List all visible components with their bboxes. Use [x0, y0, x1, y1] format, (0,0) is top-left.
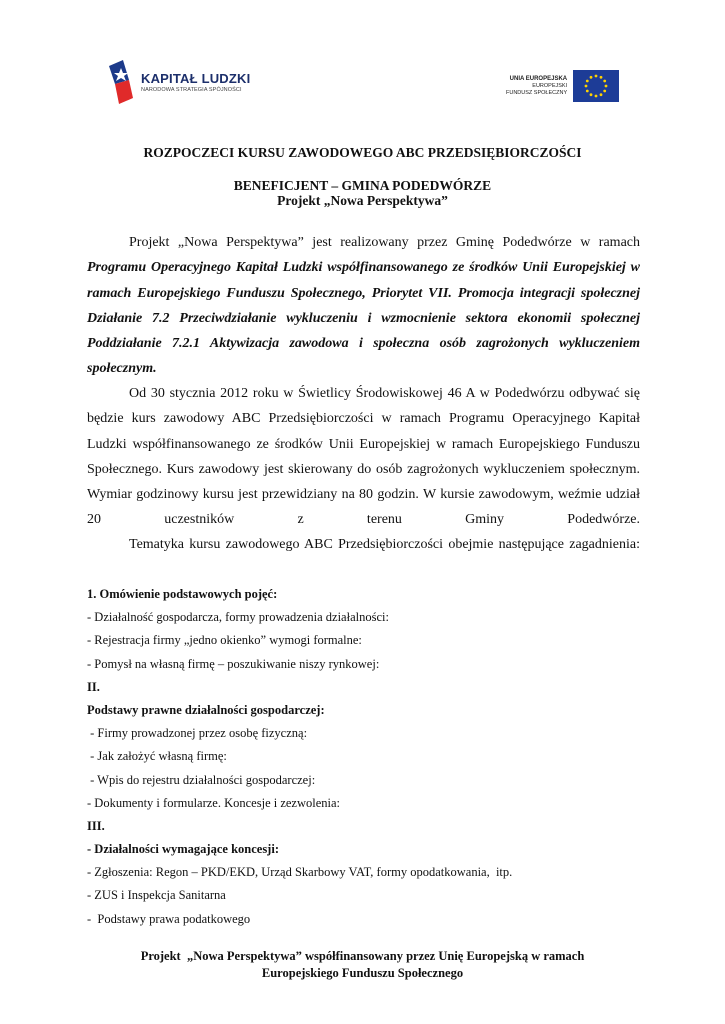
- eu-logo-line1: UNIA EUROPEJSKA: [509, 75, 568, 82]
- kapital-ludzki-subtitle: NARODOWA STRATEGIA SPÓJNOŚCI: [141, 87, 242, 93]
- list-item: - Działalność gospodarcza, formy prowadzenia działalności:: [87, 610, 389, 625]
- list-item: - Wpis do rejestru działalności gospodarczej:: [87, 772, 316, 787]
- list-item: - ZUS i Inspekcja Sanitarna: [87, 888, 226, 903]
- list-item: - Podstawy prawa podatkowego: [87, 911, 251, 926]
- footer-line1: Projekt „Nowa Perspektywa” współfinansowany przez Unię Europejską w ramach: [140, 949, 585, 963]
- kapital-ludzki-logo: [107, 58, 250, 106]
- section-numeral: III.: [87, 818, 105, 833]
- list-item: - Firmy prowadzonej przez osobę fizyczną:: [87, 726, 308, 741]
- programme-text: Programu Operacyjnego Kapitał Ludzki współfinansowanego ze środków Unii Europejskiej w ramach Europejskiego Funduszu Społecznego, Priorytet VII. Promocja integracji społecznej Działanie 7.2 Przeciwdziałanie wykluczeniu i wzmocnienie sektora ekonomii społecznej Poddziałanie 7.2.1 Aktywizacja zawodowa i społeczna osób zagrożonych wykluczeniem społecznym.: [87, 260, 640, 377]
- kapital-ludzki-title: KAPITAŁ LUDZKI: [141, 71, 251, 86]
- eu-flag-icon: [573, 70, 619, 102]
- project-name-heading: Projekt „Nowa Perspektywa”: [277, 193, 448, 208]
- document-title: ROZPOCZECI KURSU ZAWODOWEGO ABC PRZEDSIĘBIORCZOŚCI: [143, 145, 582, 160]
- course-paragraph: Od 30 stycznia 2012 roku w Świetlicy Środowiskowej 46 A w Podedwórzu odbywać się będzie kurs zawodowy ABC Przedsiębiorczości w ramach Programu Operacyjnego Kapitał Ludzki współfinansowanego ze środków Unii Europejskiej w ramach Europejskiego Funduszu Społecznego. Kurs zawodowy jest skierowany do osób zagrożonych wykluczeniem społecznym. Wymiar godzinowy kursu jest przewidziany na 80 godzin. W kursie zawodowym, weźmie udział 20 uczestników z terenu Gminy Podedwórze.: [87, 386, 640, 528]
- section-heading: Podstawy prawne działalności gospodarczej:: [87, 702, 325, 717]
- topics-intro-paragraph: Tematyka kursu zawodowego ABC Przedsiębiorczości obejmie następujące zagadnienia:: [129, 537, 640, 552]
- list-item: - Jak założyć własną firmę:: [87, 749, 227, 764]
- kapital-ludzki-emblem-icon: [107, 58, 135, 106]
- list-item: - Dokumenty i formularze. Koncesje i zezwolenia:: [87, 795, 341, 810]
- footer-line2: Europejskiego Funduszu Społecznego: [261, 966, 464, 980]
- list-item: - Rejestracja firmy „jedno okienko” wymogi formalne:: [87, 633, 362, 648]
- eu-logo: [506, 70, 619, 102]
- intro-text: Projekt „Nowa Perspektywa” jest realizowany przez Gminę Podedwórze w ramach: [129, 235, 640, 250]
- list-item: - Pomysł na własną firmę – poszukiwanie niszy rynkowej:: [87, 656, 380, 671]
- section-heading: - Działalności wymagające koncesji:: [87, 842, 279, 857]
- section-numeral: II.: [87, 679, 100, 694]
- topics-list: [87, 583, 647, 931]
- section-heading: 1. Omówienie podstawowych pojęć:: [87, 587, 278, 601]
- page-footer: [0, 948, 725, 982]
- list-item: - Zgłoszenia: Regon – PKD/EKD, Urząd Skarbowy VAT, formy opodatkowania, itp.: [87, 865, 513, 880]
- eu-logo-line3: FUNDUSZ SPOŁECZNY: [506, 89, 568, 96]
- intro-paragraph: [87, 230, 640, 382]
- eu-logo-line2: EUROPEJSKI: [532, 82, 568, 89]
- beneficiary-heading: BENEFICJENT – GMINA PODEDWÓRZE: [233, 178, 492, 193]
